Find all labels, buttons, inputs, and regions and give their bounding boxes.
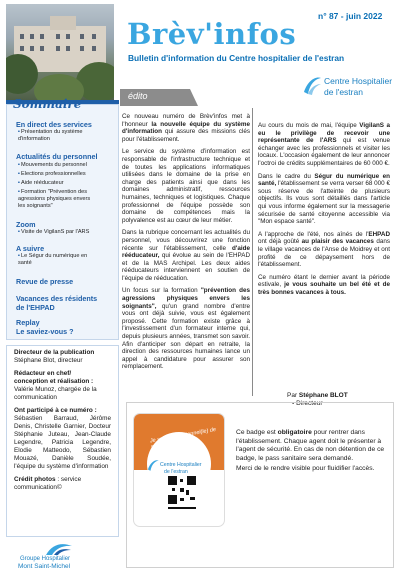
toc-section: Revue de presse <box>16 277 74 286</box>
toc-item: ▪Elections professionnelles <box>18 171 86 177</box>
bullet-icon: ▪ <box>18 171 20 177</box>
editorial-column-1 <box>122 113 250 376</box>
credit-value: : service communication© <box>14 476 82 491</box>
bullet-icon: ▪ <box>18 162 20 168</box>
toc-title: Sommaire <box>13 97 82 111</box>
editor-heading-2: conception et réalisation : <box>14 378 94 385</box>
toc-item: ▪Formation "Prévention des <box>18 189 88 195</box>
toc-item: ▪Le Ségur du numérique en <box>18 253 88 259</box>
group-logo <box>14 540 114 572</box>
signer-name: Stéphane BLOT <box>298 392 348 399</box>
director-name: Stéphane Blot, directeur <box>14 357 83 364</box>
newsletter-title: Brèv'infos <box>127 17 297 51</box>
bullet-icon: ▪ <box>18 253 20 259</box>
newsletter-tagline: Bulletin d'information du Centre hospitalier de l'estran <box>128 53 345 63</box>
contributors-list: Sébastien Barraud, Jérôme Denis, Christelle Garnier, Docteur Stéphanie Juteau, Jean-Claude Legendre, Patricia Legendre, Elodie Matteodo, Sébastien Mouazé, Danièle Soudée, l'équipe du système d'information <box>14 415 111 470</box>
bullet-icon: ▪ <box>18 129 20 135</box>
paragraph: Merci de le rendre visible pour fluidifier l'accès. <box>236 465 375 473</box>
hospital-photo <box>6 4 114 100</box>
paragraph: Ce numéro étant le dernier avant la période estivale, je vous souhaite un bel été et de très bonnes vacances à tous. <box>258 273 390 296</box>
logo-line-2: de l'estran <box>324 87 363 97</box>
badge-name-2: de l'estran <box>164 469 188 475</box>
editorial-column-2 <box>258 122 390 301</box>
editor-heading-1: Rédacteur en chef/ <box>14 370 72 377</box>
toc-section: En direct des services <box>16 120 92 129</box>
group-logo-icon <box>44 540 74 556</box>
credit-label: Crédit photos <box>14 476 56 483</box>
qr-code <box>168 476 196 512</box>
group-line-2: Mont Saint-Michel <box>18 563 71 570</box>
swoosh-icon <box>145 458 161 472</box>
toc-item: ▪Présentation du système <box>18 129 83 135</box>
hospital-logo <box>302 70 398 106</box>
paragraph: Un focus sur la formation "prévention des agressions physiques envers les soignants", qu'un grand nombre d'entre vous ont déjà suivie, vous est également proposé. Cette formation existe grâce à l'investissement d'un formateur interne qui, depuis plusieurs années, transmet son savoir. Afin d'anticiper son départ en retraite, la direction des ressources humaines lance un appel à candidature pour assurer son remplacement. <box>122 287 250 371</box>
edito-label: édito <box>120 89 190 106</box>
toc-section: de l'EHPAD <box>16 303 55 312</box>
bullet-icon: ▪ <box>18 189 20 195</box>
issue-number: n° 87 - juin 2022 <box>318 11 383 21</box>
toc-section: Replay <box>16 318 40 327</box>
badge-instructions <box>236 429 388 476</box>
toc-item: ▪Mouvements du personnel <box>18 162 87 168</box>
signature: Par Stéphane BLOT ▪ Directeur <box>287 392 348 407</box>
toc-section: Actualités du personnel <box>16 152 98 161</box>
toc-item: santé <box>18 260 32 266</box>
logo-line-1: Centre Hospitalier <box>324 76 393 86</box>
toc-section: A suivre <box>16 244 45 253</box>
badge-name-1: Centre Hospitalier <box>160 462 202 468</box>
paragraph: Ce nouveau numéro de Brèv'infos met à l'honneur la nouvelle équipe du système d'information qui assure des missions clés pour l'établissement. <box>122 113 250 143</box>
toc-item: les soignants" <box>18 203 53 209</box>
bullet-icon: ▪ <box>292 400 297 407</box>
column-divider <box>252 108 253 396</box>
director-heading: Directeur de la publication <box>14 349 95 356</box>
signer-role: Directeur <box>296 400 323 407</box>
badge-arc-text: Je suis professionnel(le) de santé <box>149 426 217 451</box>
paragraph: Dans la rubrique concernant les actualités du personnel, vous découvrirez une fonction récente sur l'établissement, celle d'aide rééducateur, qui évolue au sein de l'EHPAD et de la MAS Archipel. Les deux aides rééducateurs interviennent en soutien de l'équipe de rééducation. <box>122 229 250 282</box>
paragraph: Ce badge est obligatoire pour rentrer dans l'établissement. Chaque agent doit le présenter à l'agent de sécurité. En cas de non détention de ce badge, le pass sanitaire sera demandé. <box>236 429 385 462</box>
toc-item: ▪Visite de VigilanS par l'ARS <box>18 229 90 235</box>
group-line-1: Groupe Hospitalier <box>20 556 71 562</box>
contributors-heading: Ont participé à ce numéro : <box>14 407 97 414</box>
toc-section: Le saviez-vous ? <box>16 327 74 336</box>
paragraph: Dans le cadre du Ségur du numérique en santé, l'établissement se verra verser 68 000 € sous réserve de l'atteinte de plusieurs objectifs. Ils vous sont détaillés dans l'article qui vous informe également sur la messagerie sécurisée de santé citoyenne accessible via "Mon espace santé". <box>258 172 390 226</box>
paragraph: Le service du système d'information est responsable de l'infrastructure technique et de toutes les applications informatiques utilisées dans le domaine de la prise en charge des patients ainsi que dans les domaines administratif, ressources humaines, techniques et logistiques. Chaque professionnel de l'équipe possède son domaine de compétences mais la polyvalence est au cœur de leur métier. <box>122 148 250 224</box>
bullet-icon: ▪ <box>18 229 20 235</box>
toc-item: agressions physiques envers <box>18 196 91 202</box>
toc-section: Zoom <box>16 220 36 229</box>
publication-credits <box>6 345 119 537</box>
bullet-icon: ▪ <box>18 180 20 186</box>
paragraph: A l'approche de l'été, nos aînés de l'EHPAD ont déjà goûté au plaisir des vacances dans le village vacances de l'Anse de Moidrey et ont profité de ce dépaysement hors de l'établissement. <box>258 230 391 269</box>
swoosh-icon <box>302 74 322 96</box>
toc-section: Vacances des résidents <box>16 294 98 303</box>
toc-item: ▪Aide rééducateur <box>18 180 64 186</box>
toc-item: d'information <box>18 136 50 142</box>
editor-name: Valérie Munoz, chargée de la communication <box>14 386 97 401</box>
paragraph: Au cours du mois de mai, l'équipe VigilanS a eu le privilège de recevoir une représentante de l'ARS qui est venue échanger avec les professionnels et visiter les locaux. L'occasion également de leur annoncer l'octroi de crédits supplémentaires de 60 000 €. <box>258 122 390 167</box>
